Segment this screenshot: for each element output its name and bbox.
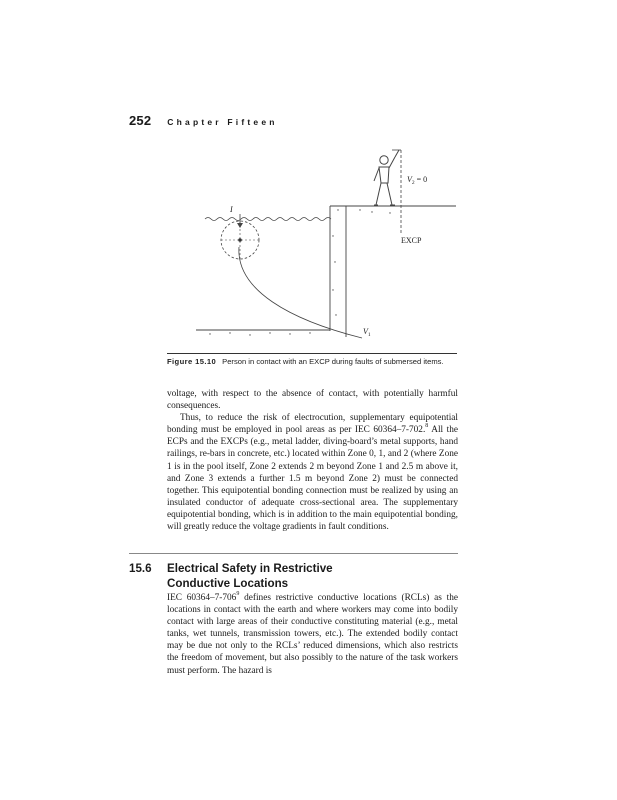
excp-label: EXCP — [401, 236, 422, 245]
v1-label: $V_1$ — [363, 327, 371, 338]
figure-caption-text: Person in contact with an EXCP during faults of submersed items. — [222, 357, 444, 366]
pool-excp-figure — [0, 0, 617, 360]
section-title-line2: Conductive Locations — [167, 577, 289, 590]
footnote-ref-9: 9 — [236, 590, 240, 597]
person-figure — [374, 150, 399, 205]
page-number: 252 — [129, 113, 152, 128]
section-heading — [129, 561, 333, 591]
water-surface — [205, 218, 331, 221]
body-text-upper — [167, 388, 458, 533]
current-label: I — [230, 205, 233, 214]
paragraph-2: Thus, to reduce the risk of electrocution, supplementary equipotential bonding must be employed in pool areas as per IEC 60364–7-702.$^8$ All the ECPs and the EXCPs (e.g., metal ladder, diving-board’s metal supports, hand railings, re-bars in concrete, etc.) located within Zone 0, 1, and 2 (where Zone 1 is in the pool itself, Zone 2 extends 2 m beyond Zone 1 and 2.5 m above it, and Zone 3 extends a further 1.5 m beyond Zone 2) must be connected together. This equipotential bonding connection must be realized by using an insulated conductor of adequate cross-sectional area. The supplementary equipotential bonding, which is in addition to the main equipotential bonding, will greatly reduce the voltage gradients in fault conditions. — [167, 413, 458, 533]
body-text-lower — [167, 592, 458, 677]
ground-dots — [209, 209, 390, 335]
section-title-line1: Electrical Safety in Restrictive — [167, 562, 333, 575]
footnote-ref-8: 8 — [425, 423, 429, 430]
figure-rule — [167, 353, 457, 354]
fault-current-path — [239, 247, 362, 338]
paragraph-1: voltage, with respect to the absence of contact, with potentially harmful consequences. — [167, 389, 458, 412]
v2-label: $V_2 = 0$ — [407, 175, 428, 186]
figure-label: Figure 15.10 — [167, 357, 217, 366]
current-arrow-head — [237, 223, 243, 228]
chapter-title: Chapter Fifteen — [167, 117, 278, 127]
paragraph-3: IEC $60364-7-706^9$ defines restrictive conductive locations (RCLs) as the locations in contact with the earth and where workers may come into bodily contact with large areas of their conductive constituting material (e.g., metal tanks, wet tunnels, transmission towers, etc.). The extended bodily contact may be due not only to the RCLs’ reduced dimensions, which also restricts the freedom of movement, but also possibly to the nature of the task workers must perform. The hazard is — [167, 590, 458, 676]
section-number: 15.6 — [129, 562, 152, 575]
figure-caption — [167, 357, 457, 367]
section-rule — [129, 553, 458, 554]
